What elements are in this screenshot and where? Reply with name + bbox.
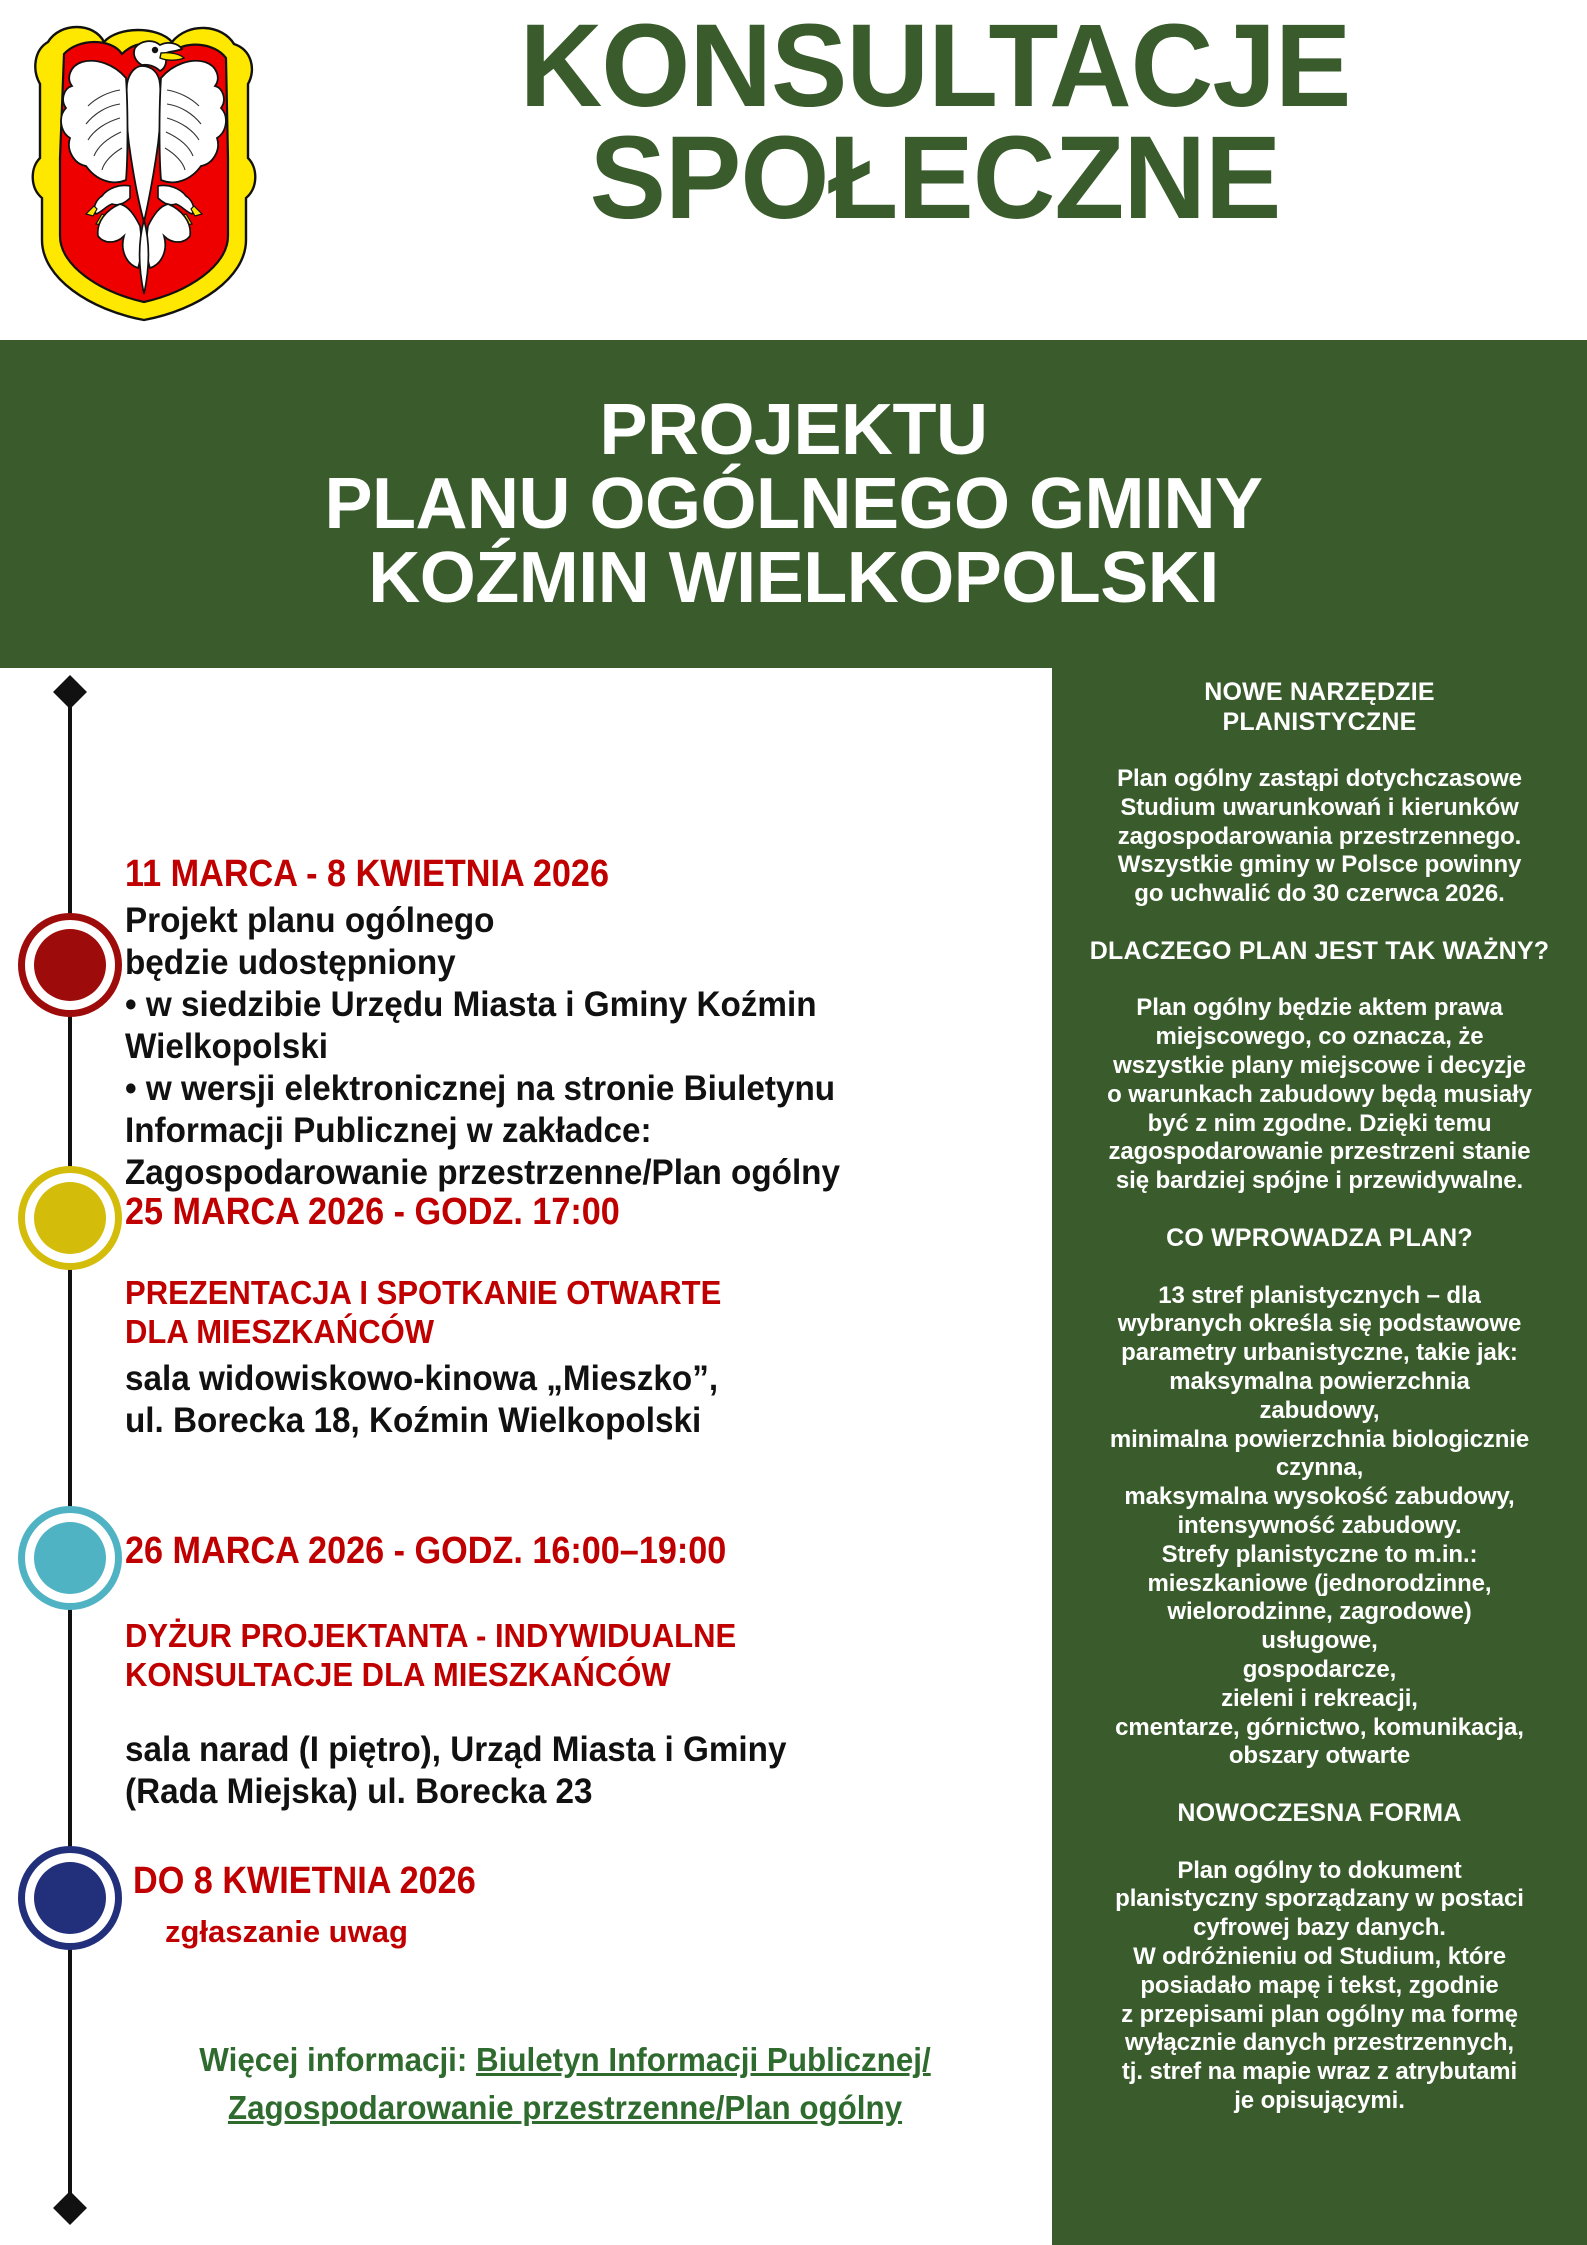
- info-s3-line-12: usługowe,: [1261, 1627, 1378, 1655]
- entry-1-body-line-7: Zagospodarowanie przestrzenne/Plan ogólny: [125, 1153, 840, 1192]
- info-section-3-heading: CO WPROWADZA PLAN?: [1166, 1224, 1473, 1253]
- entry-1-body-line-5: • w wersji elektronicznej na stronie Biuletynu: [125, 1069, 836, 1108]
- entry-3-headline-line-2: KONSULTACJE DLA MIESZKAŃCÓW: [125, 1655, 671, 1693]
- more-info-link-part-1[interactable]: Biuletyn Informacji Publicznej/: [476, 2041, 931, 2078]
- entry-2-venue: [125, 1358, 961, 1442]
- info-section-1-heading-line-2: PLANISTYCZNE: [1222, 707, 1417, 736]
- info-section-1-body: [1068, 765, 1571, 909]
- info-s2-line-1: miejscowego, co oznacza, że: [1155, 1023, 1484, 1051]
- entry-1-body-line-2: będzie udostępniony: [125, 943, 456, 982]
- timeline-axis-cap-top-icon: [53, 675, 87, 709]
- info-s4-line-0: Plan ogólny to dokument: [1177, 1856, 1462, 1884]
- info-s4-line-3: W odróżnieniu od Studium, które: [1133, 1943, 1506, 1970]
- info-panel: [1052, 668, 1587, 2245]
- info-section-4-heading: NOWOCZESNA FORMA: [1177, 1799, 1462, 1828]
- entry-4-date: DO 8 KWIETNIA 2026: [133, 1860, 476, 1902]
- info-s3-line-4: zabudowy,: [1259, 1396, 1380, 1424]
- entry-4-subtext: zgłaszanie uwag: [165, 1914, 408, 1949]
- info-section-3-body: [1068, 1282, 1571, 1772]
- entry-1-date: 11 MARCA - 8 KWIETNIA 2026: [125, 853, 609, 895]
- info-s3-line-6: czynna,: [1275, 1454, 1364, 1482]
- info-s4-line-2: cyfrowej bazy danych.: [1193, 1914, 1446, 1942]
- masthead: [0, 0, 1587, 340]
- info-s3-line-11: wielorodzinne, zagrodowe): [1167, 1598, 1472, 1626]
- timeline-entry-2: [125, 1191, 1005, 1442]
- info-s2-line-5: zagospodarowanie przestrzeni stanie: [1108, 1138, 1531, 1166]
- timeline-entry-3: [125, 1530, 1005, 1813]
- info-s3-line-10: mieszkaniowe (jednorodzinne,: [1147, 1569, 1492, 1597]
- entry-2-headline: [125, 1274, 952, 1352]
- entry-2-venue-line-1: sala widowiskowo-kinowa „Mieszko”,: [125, 1358, 719, 1398]
- info-s3-line-0: 13 stref planistycznych – dla: [1158, 1281, 1481, 1309]
- info-s4-line-7: tj. stref na mapie wraz z atrybutami: [1121, 2058, 1518, 2086]
- info-s1-line-1: Studium uwarunkowań i kierunków: [1120, 793, 1519, 821]
- more-info-line-1[interactable]: [147, 2036, 983, 2084]
- entry-2-headline-line-2: DLA MIESZKAŃCÓW: [125, 1312, 435, 1350]
- info-s4-line-4: posiadało mapę i tekst, zgodnie: [1140, 1971, 1499, 1999]
- entry-1-body-line-4: Wielkopolski: [125, 1027, 328, 1066]
- entry-1-body-line-6: Informacji Publicznej w zakładce:: [125, 1111, 652, 1150]
- info-s1-line-4: go uchwalić do 30 czerwca 2026.: [1134, 880, 1505, 908]
- info-s3-line-9: Strefy planistyczne to m.in.:: [1161, 1540, 1478, 1568]
- more-info-footer[interactable]: [147, 2036, 983, 2132]
- info-s1-line-3: Wszystkie gminy w Polsce powinny: [1117, 851, 1522, 879]
- timeline-marker-4: [18, 1846, 122, 1950]
- info-s4-line-5: z przepisami plan ogólny ma formę: [1121, 2000, 1518, 2028]
- entry-3-venue: [125, 1729, 961, 1813]
- info-section-1-heading-line-1: NOWE NARZĘDZIE: [1204, 678, 1435, 706]
- info-s3-line-2: parametry urbanistyczne, takie jak:: [1121, 1339, 1518, 1367]
- info-s3-line-14: zieleni i rekreacji,: [1221, 1684, 1418, 1712]
- coat-of-arms-icon: [8, 8, 280, 326]
- entry-3-headline-line-1: DYŻUR PROJEKTANTA - INDYWIDUALNE: [125, 1617, 737, 1654]
- info-s3-line-16: obszary otwarte: [1228, 1742, 1411, 1770]
- subject-line-2: PLANU OGÓLNEGO GMINY: [324, 463, 1263, 544]
- info-s2-line-6: się bardziej spójne i przewidywalne.: [1115, 1167, 1524, 1195]
- info-s3-line-15: cmentarze, górnictwo, komunikacja,: [1115, 1713, 1524, 1741]
- info-section-4-body: [1068, 1857, 1571, 2116]
- info-s4-line-1: planistyczny sporządzany w postaci: [1115, 1885, 1524, 1913]
- poster-title-line-2: SPOŁECZNE: [589, 112, 1281, 245]
- entry-1-body: [125, 900, 961, 1194]
- timeline-entry-4: [125, 1860, 1005, 1950]
- more-info-prefix: Więcej informacji:: [199, 2041, 477, 2078]
- subject-banner: [0, 340, 1587, 668]
- more-info-link-part-2[interactable]: Zagospodarowanie przestrzenne/Plan ogólny: [227, 2088, 903, 2126]
- entry-2-headline-line-1: PREZENTACJA I SPOTKANIE OTWARTE: [125, 1274, 722, 1311]
- entry-3-venue-line-1: sala narad (I piętro), Urząd Miasta i Gminy: [125, 1729, 787, 1769]
- timeline-marker-2: [18, 1166, 122, 1270]
- entry-1-body-line-3: • w siedzibie Urzędu Miasta i Gminy Koźmin: [125, 985, 817, 1024]
- info-s2-line-2: wszystkie plany miejscowe i decyzje: [1113, 1052, 1526, 1080]
- entry-2-venue-line-2: ul. Borecka 18, Koźmin Wielkopolski: [125, 1400, 702, 1440]
- info-s3-line-1: wybranych określa się podstawowe: [1117, 1310, 1522, 1338]
- entry-3-venue-line-2: (Rada Miejska) ul. Borecka 23: [125, 1771, 593, 1811]
- entry-3-headline: [125, 1617, 952, 1695]
- subject-line-3: KOŹMIN WIELKOPOLSKI: [368, 538, 1219, 619]
- info-s2-line-0: Plan ogólny będzie aktem prawa: [1136, 994, 1503, 1022]
- timeline-marker-3: [18, 1506, 122, 1610]
- entry-2-date: 25 MARCA 2026 - GODZ. 17:00: [125, 1191, 620, 1233]
- poster-title-line-1: KONSULTACJE: [519, 0, 1351, 132]
- info-s4-line-6: wyłącznie danych przestrzennych,: [1125, 2029, 1514, 2057]
- poster-title: [319, 0, 1551, 245]
- info-s3-line-8: intensywność zabudowy.: [1177, 1511, 1462, 1539]
- info-section-2-heading: DLACZEGO PLAN JEST TAK WAŻNY?: [1089, 936, 1550, 965]
- info-s3-line-3: maksymalna powierzchnia: [1169, 1367, 1470, 1395]
- timeline-entry-1: [125, 853, 1005, 1194]
- timeline-axis-cap-bottom-icon: [53, 2191, 87, 2225]
- timeline-marker-1: [18, 913, 122, 1017]
- info-s2-line-4: być z nim zgodne. Dzięki temu: [1147, 1109, 1492, 1137]
- info-s3-line-5: minimalna powierzchnia biologicznie: [1109, 1425, 1530, 1453]
- info-s3-line-13: gospodarcze,: [1242, 1655, 1397, 1683]
- info-s2-line-3: o warunkach zabudowy będą musiały: [1107, 1080, 1532, 1108]
- entry-3-date: 26 MARCA 2026 - GODZ. 16:00–19:00: [125, 1530, 727, 1572]
- info-section-2-body: [1068, 994, 1571, 1196]
- info-s3-line-7: maksymalna wysokość zabudowy,: [1124, 1483, 1515, 1511]
- info-s1-line-0: Plan ogólny zastąpi dotychczasowe: [1117, 765, 1522, 792]
- timeline-column: [0, 668, 1052, 2245]
- subject-line-1: PROJEKTU: [599, 389, 988, 470]
- entry-1-body-line-1: Projekt planu ogólnego: [125, 901, 495, 940]
- info-s1-line-2: zagospodarowania przestrzennego.: [1117, 822, 1522, 850]
- info-s4-line-8: je opisującymi.: [1234, 2086, 1405, 2114]
